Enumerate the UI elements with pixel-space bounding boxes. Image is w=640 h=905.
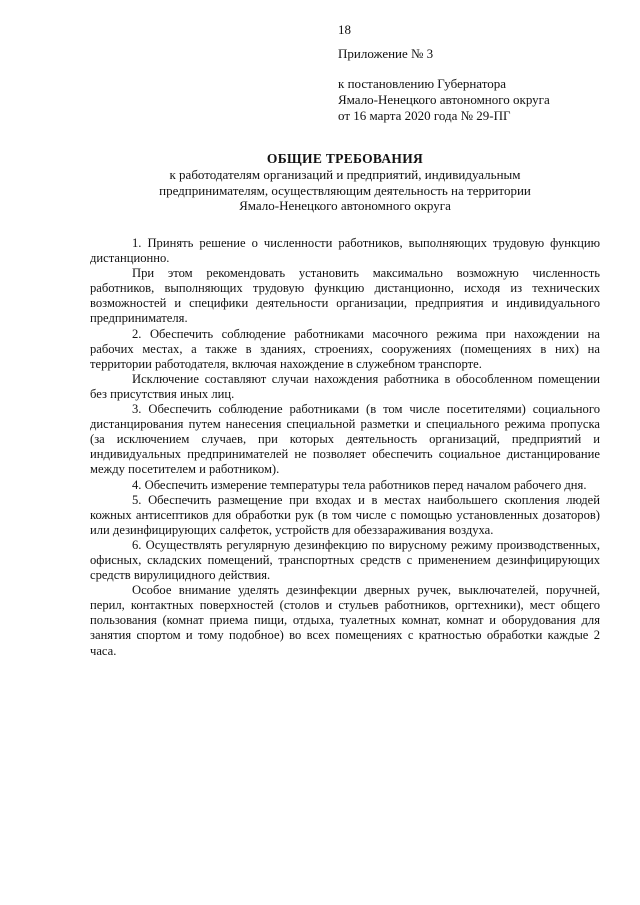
paragraph: 5. Обеспечить размещение при входах и в местах наибольшего скопления людей кожных антисептиков для обработки рук (в том числе с помощью установленных дозаторов) или дезинфицирующих салфеток, устройств для обеззараживания воздуха.: [90, 492, 600, 537]
paragraph: Исключение составляют случаи нахождения работника в обособленном помещении без присутствия иных лиц.: [90, 371, 600, 401]
paragraph: 1. Принять решение о численности работников, выполняющих трудовую функцию дистанционно.: [90, 236, 600, 266]
paragraph: При этом рекомендовать установить максимально возможную численность работников, выполняющих трудовую функцию дистанционно, исходя из технических возможностей и специфики деятельности организации, предприятия и индивидуального предпринимателя.: [90, 266, 600, 326]
annex-line: от 16 марта 2020 года № 29-ПГ: [338, 108, 511, 123]
page-number: 18: [338, 22, 351, 37]
document-title: ОБЩИЕ ТРЕБОВАНИЯ: [266, 151, 424, 166]
annex-block: [338, 46, 550, 124]
document-body: [90, 236, 600, 659]
document-subtitle: к работодателям организаций и предприятий, индивидуальным: [169, 167, 521, 182]
document-subtitle: предпринимателям, осуществляющим деятельность на территории: [159, 182, 531, 198]
paragraph: 6. Осуществлять регулярную дезинфекцию по вирусному режиму производственных, офисных, складских помещений, транспортных средств с применением дезинфицирующих средств вирулицидного действия.: [90, 537, 600, 583]
paragraph: 3. Обеспечить соблюдение работниками (в том числе посетителями) социального дистанцирования путем нанесения специальной разметки и специального режима пропуска (за исключением случаев, при которых деятельность организаций, предприятий и индивидуальных предпринимателей не позволяет обеспечить социальное дистанцирование между посетителем и работником).: [90, 402, 600, 477]
annex-line: к постановлению Губернатора: [338, 76, 507, 91]
annex-line: Ямало-Ненецкого автономного округа: [338, 92, 550, 107]
document-subtitle: Ямало-Ненецкого автономного округа: [239, 198, 451, 213]
heading-block: [80, 150, 610, 214]
annex-title: Приложение № 3: [338, 46, 434, 61]
paragraph: 2. Обеспечить соблюдение работниками масочного режима при нахождении на рабочих местах, а также в зданиях, строениях, сооружениях (помещениях в них) на территории работодателя, включая нахождение в служебном транспорте.: [90, 326, 600, 371]
paragraph: 4. Обеспечить измерение температуры тела работников перед началом рабочего дня.: [132, 477, 587, 492]
paragraph: Особое внимание уделять дезинфекции дверных ручек, выключателей, поручней, перил, контактных поверхностей (столов и стульев работников, оргтехники), мест общего пользования (комнат приема пищи, отдыха, туалетных комнат, комнат и оборудования для занятия спортом и тому подобное) во всех помещениях с кратностью обработки каждые 2 часа.: [90, 583, 600, 658]
